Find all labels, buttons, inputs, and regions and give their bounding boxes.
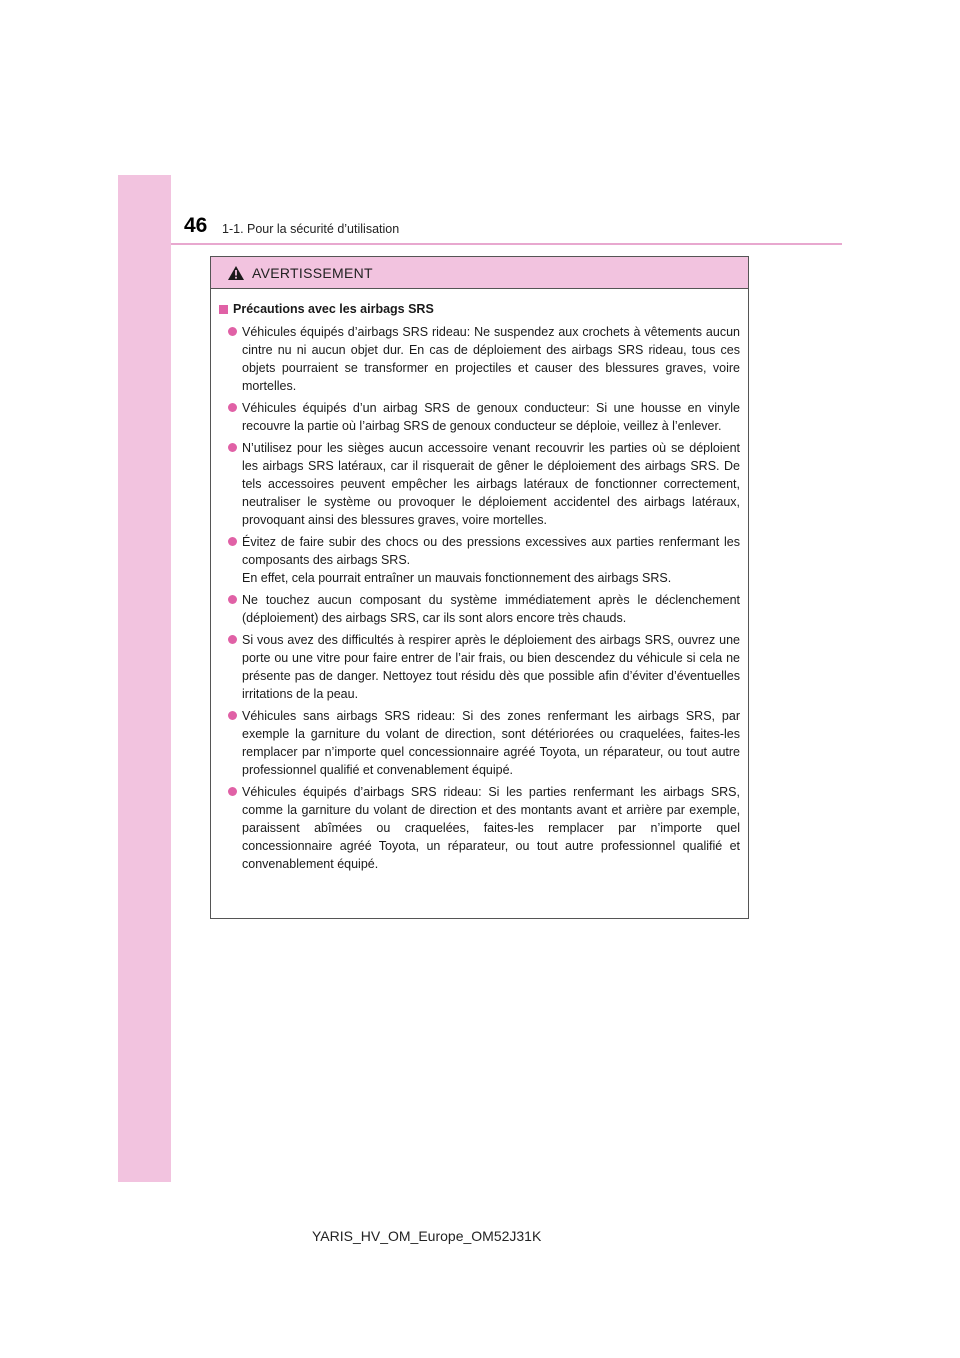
warning-triangle-icon (227, 265, 245, 281)
warning-subheading (219, 302, 740, 316)
warning-body (211, 289, 748, 873)
list-item-text: Véhicules équipés d’airbags SRS rideau: Si les parties renfermant les airbags SRS, comme la garniture du volant de direction et des montants avant et arrière par exemple, paraissent abîmées ou craquelées, faites-les remplacer par n’importe quel concessionnaire agréé Toyota, un réparateur, ou tout autre professionnel qualifié et convenablement équipé. (242, 785, 740, 871)
list-item-text: Véhicules sans airbags SRS rideau: Si des zones renfermant les airbags SRS, par exemple la garniture du volant de direction, sont détériorées ou craquelées, faites-les remplacer par n’importe quel concessionnaire agréé Toyota, un réparateur, ou tout autre professionnel qualifié et convenablement équipé. (242, 709, 740, 777)
bullet-dot-icon (228, 595, 237, 604)
bullet-dot-icon (228, 537, 237, 546)
list-item (219, 631, 740, 703)
list-item (219, 533, 740, 587)
list-item-text: Évitez de faire subir des chocs ou des pressions excessives aux parties renfermant les composants des airbags SRS. (242, 535, 740, 567)
list-item-text: En effet, cela pourrait entraîner un mauvais fonctionnement des airbags SRS. (242, 571, 672, 585)
bullet-dot-icon (228, 327, 237, 336)
bullet-dot-icon (228, 635, 237, 644)
list-item (219, 591, 740, 627)
square-bullet-icon (219, 305, 228, 314)
list-item (219, 783, 740, 873)
subheading-text: Précautions avec les airbags SRS (233, 302, 434, 316)
footer-doc-code: YARIS_HV_OM_Europe_OM52J31K (312, 1228, 542, 1244)
list-item (219, 439, 740, 529)
list-item-text: N’utilisez pour les sièges aucun accessoire venant recouvrir les parties où se déploient les airbags SRS latéraux, car il risquerait de gêner le déploiement des airbags SRS. De tels accessoires peuvent empêcher les airbags latéraux de fonctionner correctement, neutraliser le système ou provoquer le déploiement accidentel des airbags latéraux, provoquant ainsi des blessures graves, voire mortelles. (242, 441, 740, 527)
list-item (219, 707, 740, 779)
list-item-text: Ne touchez aucun composant du système immédiatement après le déclenchement (déploiement) des airbags SRS, car ils sont alors encore très chauds. (242, 593, 740, 625)
warning-label: AVERTISSEMENT (252, 264, 373, 281)
header-rule (171, 243, 842, 245)
bullet-dot-icon (228, 711, 237, 720)
list-item (219, 323, 740, 395)
warning-header (211, 257, 748, 289)
list-item-text: Si vous avez des difficultés à respirer après le déploiement des airbags SRS, ouvrez une porte ou une vitre pour faire entrer de l’air frais, ou bien descendez du véhicule si cela ne présente pas de danger. Nettoyez tout résidu dès que possible afin d’éviter d’éventuelles irritations de la peau. (242, 633, 740, 701)
list-item (219, 399, 740, 435)
list-item-text: Véhicules équipés d’un airbag SRS de genoux conducteur: Si une housse en vinyle recouvre la partie où l’airbag SRS de genoux conducteur se déploie, veillez à l’enlever. (242, 401, 740, 433)
warning-box (210, 256, 749, 919)
bullet-dot-icon (228, 443, 237, 452)
bullet-dot-icon (228, 403, 237, 412)
bullet-dot-icon (228, 787, 237, 796)
section-title: 1-1. Pour la sécurité d’utilisation (222, 222, 400, 236)
list-item-text: Véhicules équipés d’airbags SRS rideau: Ne suspendez aux crochets à vêtements aucun cintre nu ni aucun objet dur. En cas de déploiement des airbags SRS rideau, tous ces objets pourraient se transformer en projectiles et causer des blessures graves, voire mortelles. (242, 325, 740, 393)
side-color-band (118, 175, 171, 1182)
page-number: 46 (184, 214, 208, 237)
